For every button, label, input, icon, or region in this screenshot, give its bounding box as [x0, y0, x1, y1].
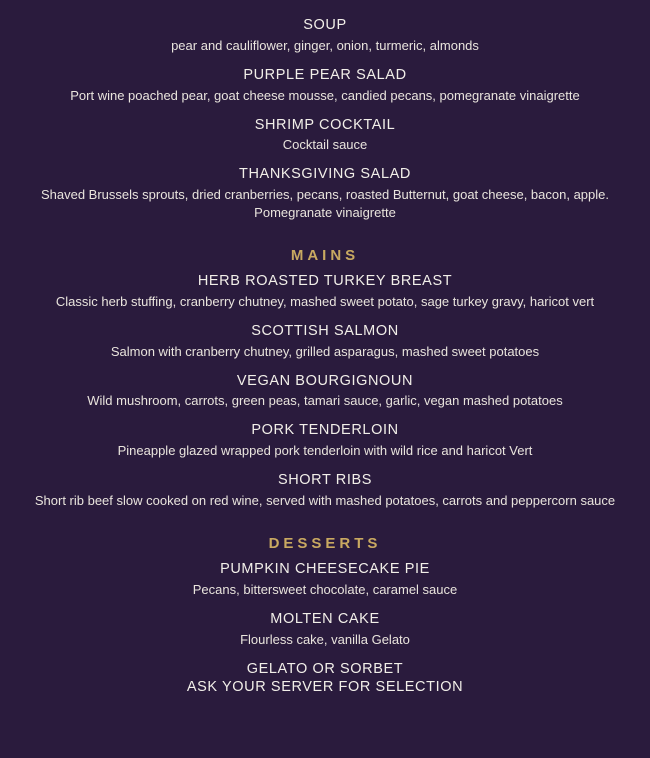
menu-item-name: SCOTTISH SALMON [251, 322, 399, 339]
menu-item [12, 322, 638, 361]
menu-item [12, 660, 638, 698]
menu-item-description: Classic herb stuffing, cranberry chutney, mashed sweet potato, sage turkey gravy, haricot vert [55, 293, 595, 309]
menu-item-description: Pecans, bittersweet chocolate, caramel sauce [192, 581, 458, 597]
menu-item-name: MOLTEN CAKE [270, 610, 380, 627]
menu-section-starters [12, 16, 638, 233]
menu-item [12, 66, 638, 105]
menu-item-description: Wild mushroom, carrots, green peas, tamari sauce, garlic, vegan mashed potatoes [87, 393, 563, 409]
menu-item-name: SHRIMP COCKTAIL [254, 116, 396, 133]
menu-item-name: PORK TENDERLOIN [251, 422, 399, 439]
menu-item [12, 165, 638, 222]
menu-section-mains [12, 233, 638, 521]
menu-item [12, 372, 638, 411]
menu-item [12, 471, 638, 510]
menu-item-name: GELATO OR SORBET [246, 660, 404, 677]
menu-item [12, 560, 638, 599]
menu-item-description: Shaved Brussels sprouts, dried cranberries, pecans, roasted Butternut, goat cheese, bacon, apple. Pomegranate vinaigrette [40, 187, 609, 221]
section-heading-desserts: DESSERTS [268, 534, 382, 552]
menu-item [12, 116, 638, 155]
menu-item-subtitle: ASK YOUR SERVER FOR SELECTION [186, 679, 464, 696]
menu-item [12, 272, 638, 311]
menu-item-name: THANKSGIVING SALAD [239, 166, 411, 183]
menu-item-description: Cocktail sauce [282, 137, 368, 153]
menu-item-description: Pineapple glazed wrapped pork tenderloin with wild rice and haricot Vert [117, 443, 533, 459]
menu-item-name: SHORT RIBS [277, 472, 373, 489]
menu-item-name: VEGAN BOURGIGNOUN [236, 372, 414, 389]
menu-item-description: Salmon with cranberry chutney, grilled asparagus, mashed sweet potatoes [110, 343, 540, 359]
menu-item-description: Flourless cake, vanilla Gelato [240, 631, 410, 647]
menu-item-name: SOUP [303, 17, 347, 33]
menu-item-description: Port wine poached pear, goat cheese mousse, candied pecans, pomegranate vinaigrette [70, 87, 580, 103]
menu-item-description: pear and cauliflower, ginger, onion, turmeric, almonds [171, 37, 479, 53]
menu-item-name: HERB ROASTED TURKEY BREAST [197, 273, 453, 290]
menu-section-desserts [12, 521, 638, 708]
menu-item [12, 610, 638, 649]
section-heading-mains: MAINS [290, 247, 360, 265]
menu-item [12, 16, 638, 55]
menu-item-name: PURPLE PEAR SALAD [243, 66, 407, 83]
menu-item [12, 421, 638, 460]
menu-item-description: Short rib beef slow cooked on red wine, served with mashed potatoes, carrots and peppercorn sauce [34, 493, 616, 509]
menu-item-name: PUMPKIN CHEESECAKE PIE [220, 560, 430, 577]
